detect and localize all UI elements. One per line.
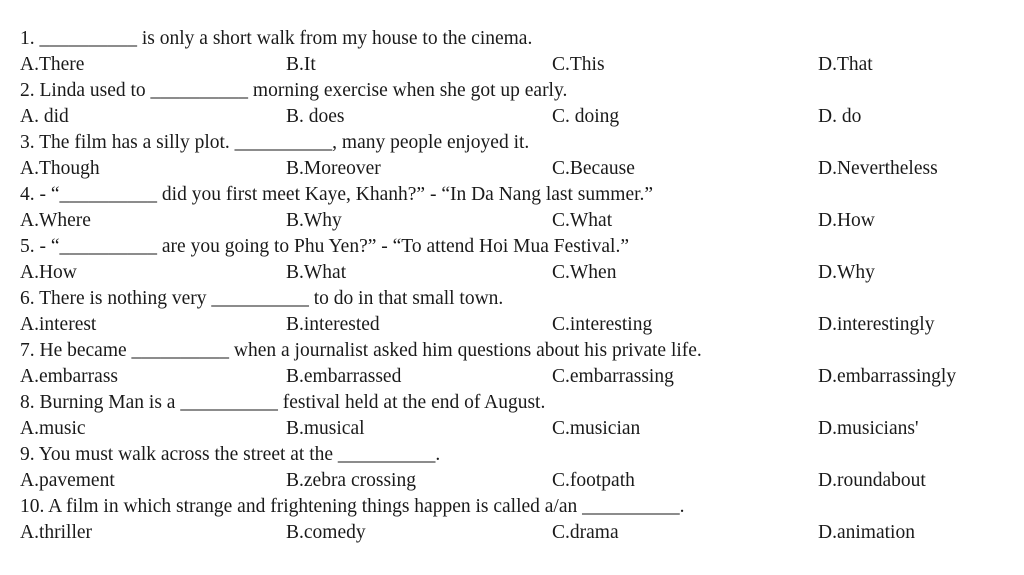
answer-options — [20, 260, 1004, 286]
option-d: D.interestingly — [818, 314, 935, 335]
option-b: B.What — [286, 262, 347, 283]
option-a: A.Though — [20, 158, 100, 179]
option-c: C.musician — [552, 418, 641, 439]
answer-options — [20, 364, 1004, 390]
answer-options — [20, 416, 1004, 442]
question-stem — [20, 442, 1004, 468]
answer-blank: __________ — [59, 184, 158, 205]
option-c: C.This — [552, 54, 605, 75]
question-block — [20, 130, 1004, 182]
question-text-end: when a journalist asked him questions about his private life. — [229, 340, 702, 361]
option-c: C.embarrassing — [552, 366, 674, 387]
question-stem — [20, 26, 1004, 52]
answer-options — [20, 312, 1004, 338]
option-d: D.Nevertheless — [818, 158, 938, 179]
option-d: D. do — [818, 106, 862, 127]
question-text-start: 10. A film in which strange and frightening things happen is called a/an — [20, 496, 583, 517]
option-c: C.drama — [552, 522, 619, 543]
question-block — [20, 234, 1004, 286]
option-b: B.Moreover — [286, 158, 381, 179]
option-c: C.footpath — [552, 470, 635, 491]
question-text-start: 9. You must walk across the street at the — [20, 444, 338, 465]
option-d: D.animation — [818, 522, 915, 543]
option-d: D.How — [818, 210, 875, 231]
question-text-start: 5. - “ — [20, 236, 60, 257]
question-block — [20, 286, 1004, 338]
option-b: B.Why — [286, 210, 342, 231]
question-text-start: 7. He became — [20, 340, 132, 361]
answer-options — [20, 468, 1004, 494]
option-c: C. doing — [552, 106, 620, 127]
option-a: A. did — [20, 106, 69, 127]
question-stem — [20, 182, 1004, 208]
answer-options — [20, 156, 1004, 182]
option-a: A.thriller — [20, 522, 93, 543]
option-a: A.music — [20, 418, 86, 439]
option-b: B.zebra crossing — [286, 470, 416, 491]
question-text-start: 4. - “ — [20, 184, 60, 205]
question-text-start: 2. Linda used to — [20, 80, 151, 101]
question-stem — [20, 338, 1004, 364]
answer-blank: __________ — [582, 496, 680, 517]
question-text-end: . — [679, 496, 685, 517]
question-text-end: did you first meet Kaye, Khanh?” - “In Da Nang last summer.” — [157, 184, 654, 205]
option-a: A.embarrass — [20, 366, 119, 387]
option-d: D.That — [818, 54, 873, 75]
option-a: A.How — [20, 262, 77, 283]
question-block — [20, 182, 1004, 234]
question-block — [20, 494, 1004, 546]
question-text-start: 3. The film has a silly plot. — [20, 132, 235, 153]
question-stem — [20, 130, 1004, 156]
question-stem — [20, 78, 1004, 104]
option-b: B.musical — [286, 418, 365, 439]
option-b: B.It — [286, 54, 316, 75]
option-a: A.Where — [20, 210, 91, 231]
question-text-end: morning exercise when she got up early. — [248, 80, 568, 101]
question-text-end: , many people enjoyed it. — [332, 132, 530, 153]
answer-blank: __________ — [131, 340, 230, 361]
answer-options — [20, 104, 1004, 130]
option-c: C.Because — [552, 158, 635, 179]
question-block — [20, 78, 1004, 130]
option-d: D.Why — [818, 262, 875, 283]
option-a: A.pavement — [20, 470, 115, 491]
question-text-end: festival held at the end of August. — [277, 392, 546, 413]
answer-options — [20, 208, 1004, 234]
question-text-start: 1. — [20, 28, 40, 49]
question-text-start: 6. There is nothing very — [20, 288, 212, 309]
question-block — [20, 26, 1004, 78]
answer-blank: __________ — [59, 236, 158, 257]
question-stem — [20, 286, 1004, 312]
answer-blank: __________ — [150, 80, 249, 101]
option-b: B.embarrassed — [286, 366, 402, 387]
option-b: B. does — [286, 106, 345, 127]
option-c: C.interesting — [552, 314, 653, 335]
question-text-end: are you going to Phu Yen?” - “To attend Hoi Mua Festival.” — [157, 236, 630, 257]
option-d: D.embarrassingly — [818, 366, 957, 387]
option-c: C.What — [552, 210, 613, 231]
answer-blank: __________ — [234, 132, 333, 153]
option-b: B.interested — [286, 314, 380, 335]
option-a: A.interest — [20, 314, 97, 335]
question-block — [20, 338, 1004, 390]
question-text-start: 8. Burning Man is a — [20, 392, 181, 413]
question-stem — [20, 494, 1004, 520]
answer-options — [20, 52, 1004, 78]
option-b: B.comedy — [286, 522, 366, 543]
answer-blank: __________ — [337, 444, 436, 465]
answer-blank: __________ — [39, 28, 137, 49]
option-d: D.musicians' — [818, 418, 919, 439]
answer-options — [20, 520, 1004, 546]
answer-blank: __________ — [180, 392, 278, 413]
option-d: D.roundabout — [818, 470, 926, 491]
question-block — [20, 390, 1004, 442]
answer-blank: __________ — [211, 288, 309, 309]
question-stem — [20, 390, 1004, 416]
question-block — [20, 442, 1004, 494]
question-text-end: . — [435, 444, 441, 465]
option-a: A.There — [20, 54, 85, 75]
option-c: C.When — [552, 262, 617, 283]
question-stem — [20, 234, 1004, 260]
question-text-end: is only a short walk from my house to the cinema. — [137, 28, 533, 49]
question-text-end: to do in that small town. — [308, 288, 504, 309]
